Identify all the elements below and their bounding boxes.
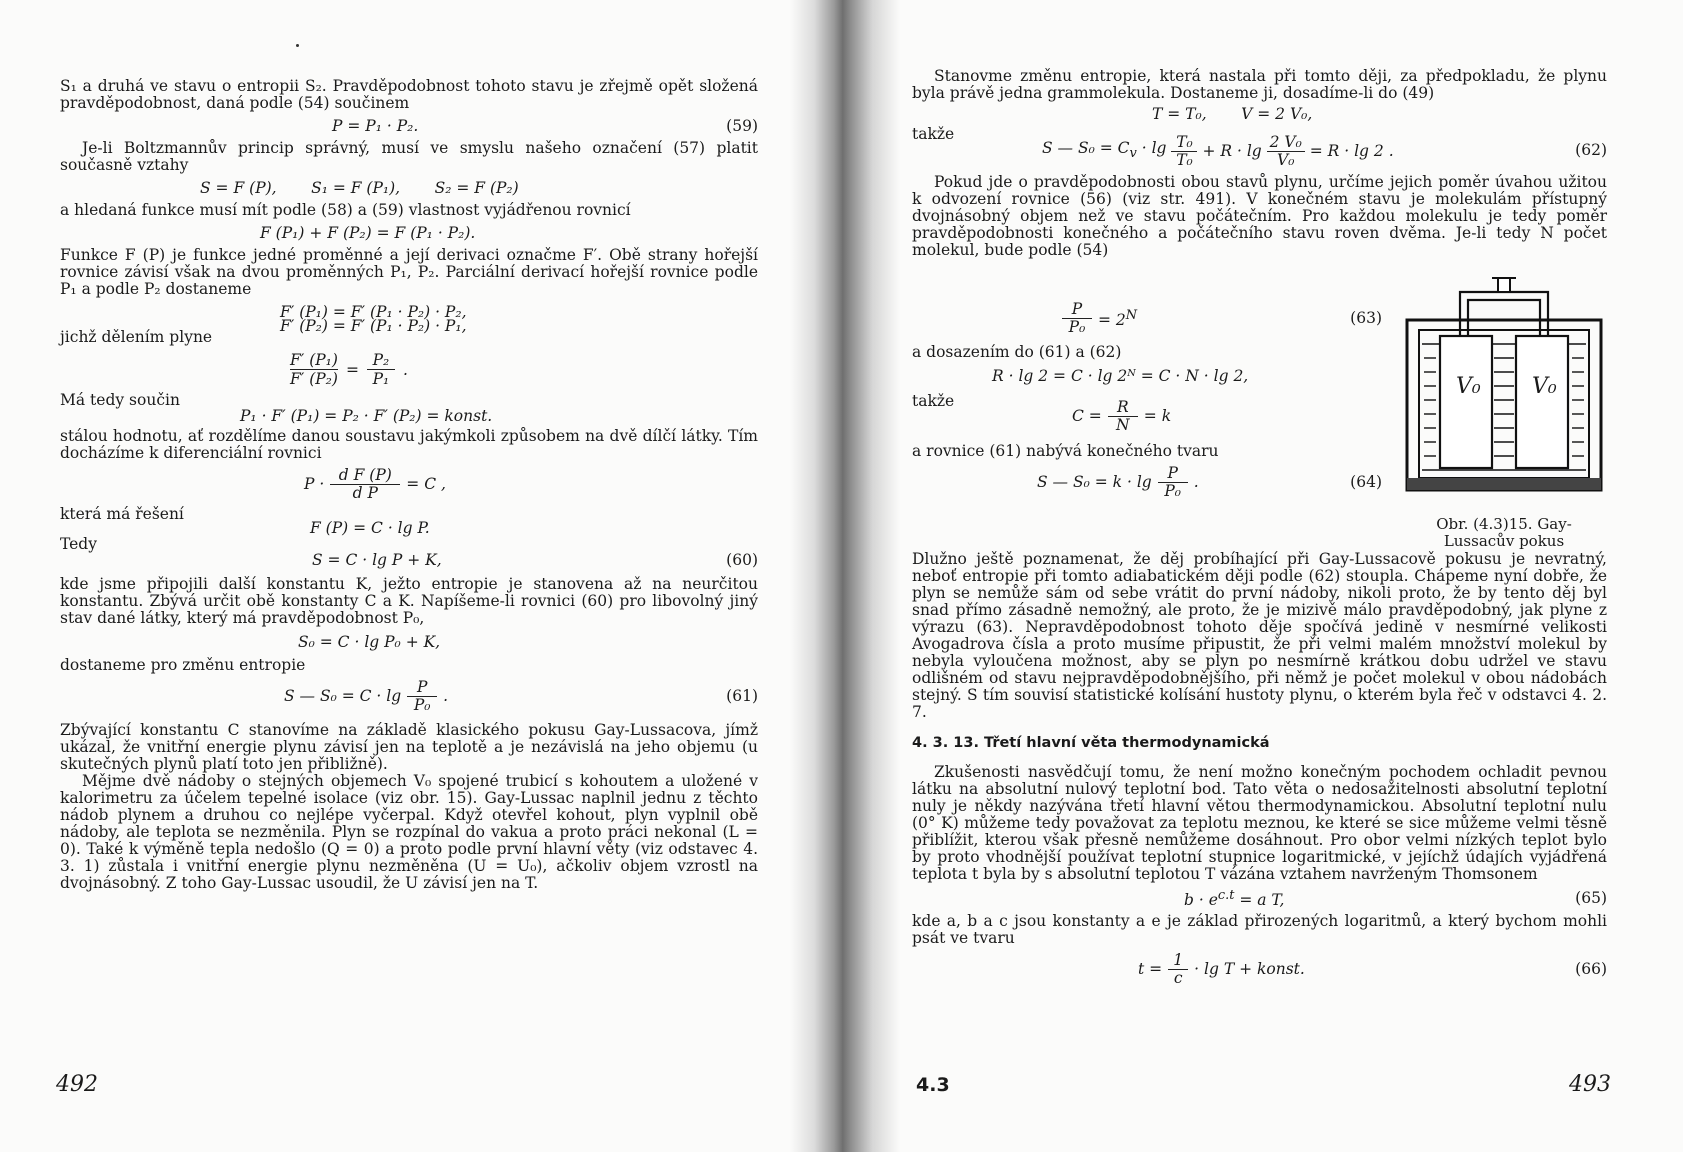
fraction-numerator: d F (P) [338, 465, 392, 484]
fraction-denominator: P₀ [407, 696, 437, 714]
fraction-denominator: V₀ [1267, 151, 1305, 169]
equation-relations [60, 174, 758, 202]
label-text: a dosazením do (61) a (62) [912, 343, 1122, 361]
label-text: takže [912, 125, 955, 143]
expression-prefix: P · [304, 474, 325, 493]
fraction-numerator: 2 V₀ [1269, 133, 1302, 151]
equation-expression [284, 679, 448, 714]
paragraph: stálou hodnotu, ať rozdělíme danou soustavu jakýmkoli způsobem na dvě dílčí látky. Tím docházíme k diferenciální rovnici [60, 427, 758, 462]
equation-derivative-2 [60, 317, 758, 348]
vessel-right [1516, 336, 1568, 468]
fraction-numerator: T₀ [1176, 133, 1193, 151]
fraction [330, 467, 400, 502]
superscript: c.t [1217, 887, 1235, 903]
equation-expression [1037, 465, 1199, 500]
paragraph: dostaneme pro změnu entropie [60, 656, 306, 674]
equation-expression: F′ (P₁) = F′ (P₁ · P₂) · P₂, [280, 302, 467, 321]
fraction-denominator: P₁ [367, 369, 395, 388]
right-page [880, 0, 1683, 1152]
paragraph: kde jsme připojili další konstantu K, ježto entropie je stanovena až na neurčitou konstantu. Zbývá určit obě konstanty C a K. Napíšeme-li rovnici (60) pro libovolný jiný stav dané látky, který má pravděpodobnost P₀, [60, 575, 758, 627]
right-page-lower [912, 551, 1607, 991]
fraction [1062, 301, 1092, 336]
paragraph: Je-li Boltzmannův princip správný, musí ve smyslu našeho označení (57) platit současně vztahy [60, 139, 758, 174]
equation-expression [1042, 134, 1394, 169]
equation-number: (63) [1350, 308, 1382, 327]
expression-prefix: S — S₀ = C · lg [284, 686, 402, 705]
expression-part: = a T, [1234, 891, 1285, 910]
paragraph: Zkušenosti nasvědčují tomu, že není možno konečným pochodem ochladit pevnou látku na absolutní nulový teplotní bod. Tato věta o nedosažitelnosti absolutní teplotní nuly je někdy nazývána třetí hlavní větou thermodynamickou. Absolutní teplotní nulu (0° K) můžeme tedy považovat za teplotu meznou, ke které se sice můžeme velmi těsně přiblížit, kterou však přesně nemůžeme dosáhnout. Pro obor velmi nízkých teplot bylo by proto vhodnější používat teplotní stupnice logaritmické, v jejíchž údajích vyjádřená teplota t byla by s absolutní teplotou T vázána vztahem navrženým Thomsonem [912, 763, 1607, 883]
equation-65 [912, 883, 1607, 913]
equation-60 [60, 536, 758, 576]
fraction-numerator: F′ (P₁) [290, 351, 338, 369]
vessel-left [1440, 336, 1492, 468]
equation-expression: S = F (P), S₁ = F (P₁), S₂ = F (P₂) [200, 178, 519, 197]
equals-sign: = [345, 360, 359, 379]
expression-suffix: · lg T + konst. [1194, 959, 1305, 978]
expression-suffix: = C , [406, 474, 446, 493]
equation-61 [60, 674, 758, 718]
expression-part: = R · lg 2 . [1309, 142, 1394, 160]
fraction-denominator: T₀ [1171, 151, 1197, 169]
paragraph: Dlužno ještě poznamenat, že děj probíhající při Gay-Lussacově pokusu je nevratný, neboť entropie při tomto adiabatickém ději podle (62) stoupla. Chápeme nyní dobře, že plyn se nemůže sám od sebe vrátit do první nádoby, nikoli proto, že by tento děj byl snad přímo zásadně nemožný, ale proto, že je mizivě málo pravděpodobný, jak plyne z výrazu (63). Nepravděpodobnost tohoto děje spočívá jedině v nesmírné velikosti Avogadrova čísla a proto musíme připustit, že při velmi malém množství molekul by nebyla vyloučena možnost, aby se plyn po nesmírně krátkou dobu udržel ve stavu odlišném od stavu nejpravděpodobnějšího, při němž je počet molekul v obou nádobách stejný. S tím souvisí statistické kolísání hustoty plynu, o kterém byla řeč v odstavci 4. 2. 7. [912, 550, 1607, 721]
equation-64 [912, 460, 1382, 504]
fraction-numerator: P₂ [372, 351, 390, 369]
equation-number: (66) [1575, 959, 1607, 978]
fraction [367, 352, 395, 388]
apparatus-diagram [1404, 272, 1604, 504]
equation-63 [912, 296, 1382, 340]
equation-expression [290, 352, 408, 388]
fraction [1168, 952, 1188, 987]
equation-62 [912, 126, 1607, 170]
calorimeter-base [1407, 478, 1601, 490]
paragraph: S₁ a druhá ve stavu o entropii S₂. Pravděpodobnost tohoto stavu je zřejmě opět složená pravděpodobnost, daná podle (54) součinem [60, 77, 758, 112]
equation-66 [912, 947, 1607, 991]
equation-expression: F (P₁) + F (P₂) = F (P₁ · P₂). [260, 223, 476, 242]
paragraph: Stanovme změnu entropie, která nastala při tomto ději, za předpokladu, že plynu byla právě jedna grammolekula. Dostaneme ji, dosadíme-li do (49) [912, 67, 1607, 102]
equation-expression: F (P) = C · lg P. [310, 519, 430, 537]
equation-number: (62) [1575, 141, 1607, 159]
equation-r [912, 361, 1382, 391]
fraction [1158, 465, 1188, 500]
period: . [1193, 472, 1199, 491]
expression-prefix: t = [1138, 959, 1163, 978]
label-text: Má tedy součin [60, 391, 180, 409]
fraction [1267, 134, 1305, 169]
equation-number: (64) [1350, 472, 1382, 491]
equation-constant [60, 392, 758, 424]
label-text: takže [912, 392, 955, 410]
equation-ratio [60, 348, 758, 392]
equation-59 [60, 112, 758, 140]
fraction-denominator: P₀ [1158, 482, 1188, 500]
fraction [290, 352, 338, 388]
superscript: N [1125, 307, 1138, 323]
figure-gay-lussac [1404, 272, 1604, 550]
fraction-denominator: F′ (P₂) [290, 370, 338, 388]
paragraph: Zbývající konstantu C stanovíme na základě klasického pokusu Gay-Lussacova, jímž ukázal, že vnitřní energie plynu závisí jen na teplotě a je nezávislá na jeho objemu (u skutečných plynů platí toto jen přibližně). [60, 721, 758, 773]
equation-expression [1138, 952, 1305, 987]
right-page-content [912, 68, 1607, 259]
equation-number: (61) [726, 686, 758, 705]
equation-expression: R · lg 2 = C · lg 2ᴺ = C · N · lg 2, [992, 366, 1249, 385]
equation-functional [60, 219, 758, 247]
fraction-numerator: P [1071, 299, 1083, 318]
label-text: jichž dělením plyne [60, 327, 213, 346]
chapter-mark: 4.3 [916, 1074, 950, 1096]
expression-part: · lg [1136, 139, 1167, 158]
label-text: Tedy [60, 535, 97, 553]
calorimeter-outer [1407, 320, 1601, 490]
paragraph: Pokud jde o pravděpodobnosti obou stavů plynu, určíme jejich poměr úvahou užitou k odvození rovnice (56) (viz str. 491). V konečném stavu je molekulám přístupný dvojnásobný objem než ve stavu počátečním. Pro každou molekulu je tedy poměr pravděpodobnosti konečného a počátečního stavu roven dvěma. Je-li tedy N počet molekul, bude podle (54) [912, 173, 1607, 259]
left-page-content [60, 78, 758, 892]
equation-expression [1184, 887, 1284, 909]
equation-expression: S = C · lg P + K, [312, 551, 442, 569]
fraction-numerator: R [1116, 398, 1129, 416]
expression-part: + R · lg [1202, 142, 1262, 160]
equation-s0 [60, 627, 758, 657]
equation-expression [1062, 301, 1137, 336]
fraction [1108, 399, 1138, 434]
paragraph: kde a, b a c jsou konstanty a e je základ přirozených logaritmů, a který bychom mohli psát ve tvaru [912, 912, 1607, 947]
fraction [407, 679, 437, 714]
fraction-denominator: N [1108, 416, 1138, 434]
expression-prefix: S — S₀ = k · lg [1037, 472, 1152, 491]
vessel-label-right: V₀ [1532, 374, 1557, 399]
paragraph: a hledaná funkce musí mít podle (58) a (59) vlastnost vyjádřenou rovnicí [60, 201, 631, 219]
section-heading: 4. 3. 13. Třetí hlavní věta thermodynamická [912, 735, 1270, 751]
label-text: a rovnice (61) nabývá konečného tvaru [912, 442, 1219, 460]
equation-c [912, 391, 1382, 435]
period: . [402, 360, 408, 379]
equation-number: (65) [1575, 888, 1607, 907]
fraction-denominator: c [1168, 969, 1188, 987]
fraction-numerator: P [1167, 463, 1178, 482]
equation-tv [912, 102, 1607, 126]
print-speck [296, 44, 299, 47]
label-text: která má řešení [60, 505, 184, 523]
stopcock [1498, 278, 1510, 292]
fraction-denominator: d P [330, 484, 400, 502]
expression-part: S — S₀ = C [1042, 139, 1130, 158]
equation-expression: P = P₁ · P₂. [332, 116, 419, 135]
equation-expression: F′ (P₂) = F′ (P₁ · P₂) · P₁, [280, 317, 467, 335]
equation-expression [304, 467, 446, 502]
equation-expression [1072, 399, 1171, 434]
expression-suffix: = k [1143, 407, 1172, 425]
fraction-numerator: 1 [1173, 950, 1184, 969]
page-number: 492 [56, 1072, 98, 1097]
subscript: v [1129, 146, 1137, 162]
equation-number: (60) [726, 551, 758, 569]
equation-expression: T = T₀, V = 2 V₀, [1152, 104, 1313, 123]
equation-differential [60, 462, 758, 506]
fraction [1171, 134, 1197, 169]
expression-part: b · e [1184, 891, 1218, 910]
expression-prefix: C = [1072, 407, 1102, 425]
expression-part: = 2 [1098, 311, 1126, 330]
vessel-label-left: V₀ [1456, 374, 1481, 399]
equation-expression: S₀ = C · lg P₀ + K, [298, 632, 441, 651]
figure-caption: Obr. (4.3)15. Gay-Lussacův pokus [1436, 515, 1572, 550]
fraction-numerator: P [416, 677, 428, 696]
paragraph: Funkce F (P) je funkce jedné proměnné a její derivaci označme F′. Obě strany hořejší rovnice závisí však na dvou proměnných P₁, P₂. Parciální derivací hořejší rovnice podle P₁ a podle P₂ dostaneme [60, 246, 758, 298]
page-number: 493 [1569, 1072, 1611, 1097]
paragraph: Mějme dvě nádoby o stejných objemech V₀ spojené trubicí s kohoutem a uložené v kalorimetru za účelem tepelné isolace (viz obr. 15). Gay-Lussac naplnil jednu z těchto nádob plynem a druhou co nejlépe vyčerpal. Když otevřel kohout, plyn vyplnil obě nádoby, ale teplota se nezměnila. Plyn se rozpínal do vakua a proto práci nekonal (L = 0). Také k výměně tepla nedošlo (Q = 0) a proto podle první hlavní věty (viz odstavec 4. 3. 1) zůstala i vnitřní energie plynu nezměněna (U = U₀), ačkoliv objem vzrostl na dvojnásobný. Z toho Gay-Lussac usoudil, že U závisí jen na T. [60, 772, 758, 892]
right-page-equations [912, 296, 1382, 504]
equation-number: (59) [726, 116, 758, 135]
period: . [443, 686, 449, 705]
equation-expression: P₁ · F′ (P₁) = P₂ · F′ (P₂) = konst. [240, 407, 493, 425]
left-page [0, 0, 800, 1152]
fraction-denominator: P₀ [1062, 318, 1092, 336]
equation-solution [60, 506, 758, 536]
